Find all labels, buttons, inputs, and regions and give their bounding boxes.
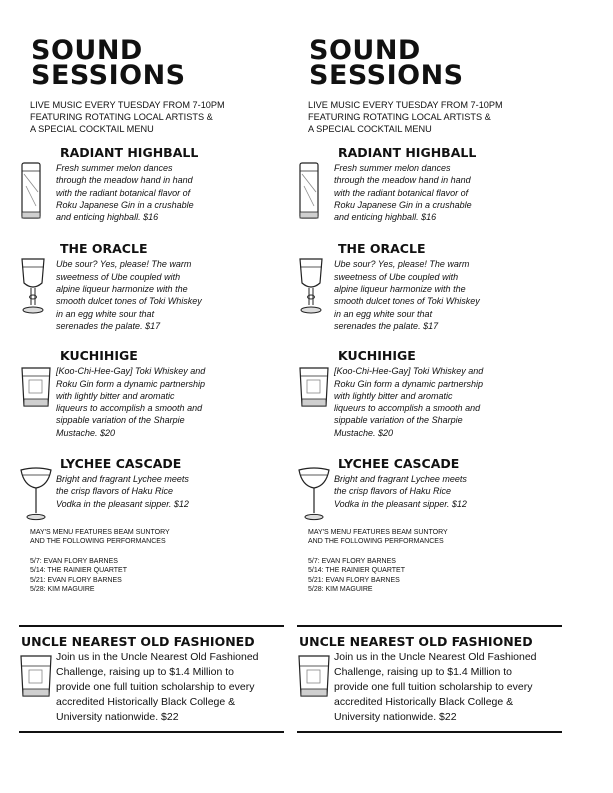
cocktail-name: THE ORACLE [60,241,148,257]
cocktail-kuchihige [308,348,573,439]
cocktail-description: Ube sour? Yes, please! The warm sweetness of Ube coupled with alpine liqueur harmonize with the smooth dulcet tones of Toki Whiskey in an egg white sour that serenades the palate. $17 [334,259,480,331]
goblet-glass-icon [20,257,46,315]
cocktail-name: THE ORACLE [338,241,426,257]
intro-text: LIVE MUSIC EVERY TUESDAY FROM 7-10PM FEATURING ROTATING LOCAL ARTISTS & A SPECIAL COCKTAIL MENU [30,100,225,134]
cocktail-name: KUCHIHIGE [60,348,138,364]
feature-description: Join us in the Uncle Nearest Old Fashioned Challenge, raising up to $1.4 Million to provide one full tuition scholarship to every accredited Historically Black College & University nationwide. $22 [334,651,537,723]
page-title: SOUND SESSIONS [309,35,464,91]
performance-item: 5/7: EVAN FLORY BARNES [308,557,396,565]
cocktail-description: [Koo-Chi-Hee-Gay] Toki Whiskey and Roku Gin form a dynamic partnership with lightly bitter and aromatic liqueurs to accomplish a smooth and sippable variation of the Sharpie Mustache. $20 [334,366,484,438]
feature-name: UNCLE NEAREST OLD FASHIONED [21,634,255,649]
performance-heading: MAY'S MENU FEATURES BEAM SUNTORY AND THE FOLLOWING PERFORMANCES [30,528,170,546]
performance-schedule [30,528,295,595]
performance-item: 5/7: EVAN FLORY BARNES [30,557,118,565]
highball-glass-icon [20,162,42,220]
cocktail-radiant-highball [30,145,295,223]
cocktail-description: Fresh summer melon dances through the meadow hand in hand with the radiant botanical flavor of Roku Japanese Gin in a crushable and enticing highball. $16 [334,163,472,223]
rocks-glass-icon [297,654,331,698]
cocktail-description: Fresh summer melon dances through the meadow hand in hand with the radiant botanical flavor of Roku Japanese Gin in a crushable and enticing highball. $16 [56,163,194,223]
performance-item: 5/21: EVAN FLORY BARNES [30,576,122,584]
cocktail-name: RADIANT HIGHBALL [60,145,199,160]
feature-description: Join us in the Uncle Nearest Old Fashioned Challenge, raising up to $1.4 Million to provide one full tuition scholarship to every accredited Historically Black College & University nationwide. $22 [56,651,259,723]
goblet-glass-icon [298,257,324,315]
cocktail-kuchihige [30,348,295,439]
cocktail-radiant-highball [308,145,573,223]
cocktail-the-oracle [30,241,295,332]
performance-item: 5/14: THE RAINIER QUARTET [308,567,405,575]
cocktail-description: Ube sour? Yes, please! The warm sweetness of Ube coupled with alpine liqueur harmonize with the smooth dulcet tones of Toki Whiskey in an egg white sour that serenades the palate. $17 [56,259,202,331]
cocktail-name: RADIANT HIGHBALL [338,145,477,160]
cocktail-description: Bright and fragrant Lychee meets the crisp flavors of Haku Rice Vodka in the pleasant sipper. $12 [56,474,189,509]
performance-item: 5/21: EVAN FLORY BARNES [308,576,400,584]
performance-schedule [308,528,573,595]
cocktail-name: KUCHIHIGE [338,348,416,364]
intro-text: LIVE MUSIC EVERY TUESDAY FROM 7-10PM FEATURING ROTATING LOCAL ARTISTS & A SPECIAL COCKTAIL MENU [308,100,503,134]
featured-cocktail-left [19,625,284,733]
cocktail-lychee-cascade [30,456,295,510]
coupe-glass-icon [20,466,52,522]
cocktail-name: LYCHEE CASCADE [338,456,460,472]
page-title: SOUND SESSIONS [31,35,186,91]
featured-cocktail-right [297,625,562,733]
rocks-glass-icon [20,366,52,408]
cocktail-description: [Koo-Chi-Hee-Gay] Toki Whiskey and Roku Gin form a dynamic partnership with lightly bitter and aromatic liqueurs to accomplish a smooth and sippable variation of the Sharpie Mustache. $20 [56,366,206,438]
highball-glass-icon [298,162,320,220]
performance-item: 5/14: THE RAINIER QUARTET [30,567,127,575]
cocktail-description: Bright and fragrant Lychee meets the crisp flavors of Haku Rice Vodka in the pleasant sipper. $12 [334,474,467,509]
performance-heading: MAY'S MENU FEATURES BEAM SUNTORY AND THE FOLLOWING PERFORMANCES [308,528,448,546]
performance-item: 5/28: KIM MAGUIRE [30,586,95,594]
menu-column-left [30,35,295,595]
performance-item: 5/28: KIM MAGUIRE [308,586,373,594]
rocks-glass-icon [19,654,53,698]
menu-column-right [308,35,573,595]
cocktail-the-oracle [308,241,573,332]
feature-name: UNCLE NEAREST OLD FASHIONED [299,634,533,649]
cocktail-name: LYCHEE CASCADE [60,456,182,472]
cocktail-lychee-cascade [308,456,573,510]
coupe-glass-icon [298,466,330,522]
rocks-glass-icon [298,366,330,408]
